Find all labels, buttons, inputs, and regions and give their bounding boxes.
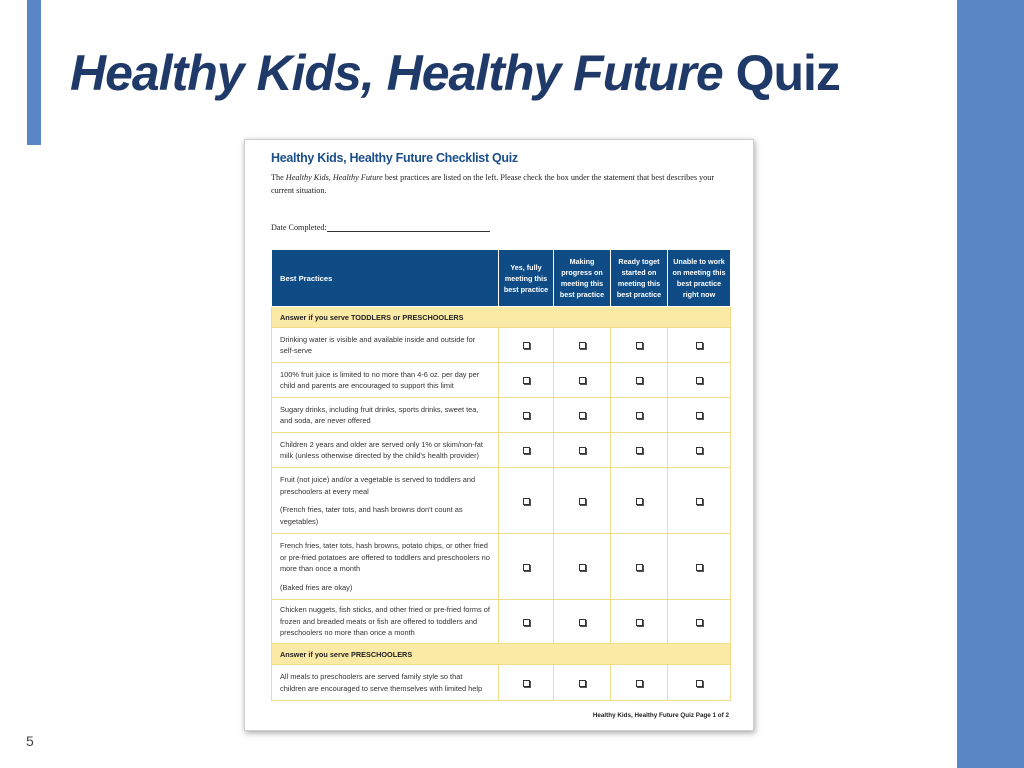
page-footer: Healthy Kids, Healthy Future Quiz Page 1 of 2 — [592, 712, 729, 719]
checkbox-cell — [611, 433, 668, 468]
answer-checkbox[interactable] — [579, 377, 586, 384]
date-completed-line — [271, 222, 490, 232]
checkbox-cell — [554, 665, 611, 701]
checkbox-cell — [668, 363, 731, 398]
answer-checkbox[interactable] — [523, 342, 530, 349]
checkbox-cell — [668, 600, 731, 644]
column-header: Best Practices — [272, 250, 499, 307]
answer-checkbox[interactable] — [636, 412, 643, 419]
answer-checkbox[interactable] — [696, 377, 703, 384]
practice-text: Fruit (not juice) and/or a vegetable is served to toddlers and preschoolers at every meal — [280, 475, 476, 496]
checkbox-cell — [611, 363, 668, 398]
checkbox-cell — [611, 665, 668, 701]
table-row — [272, 468, 731, 534]
practice-cell — [272, 534, 499, 600]
checkbox-cell — [668, 433, 731, 468]
answer-checkbox[interactable] — [696, 564, 703, 571]
table-header-row — [272, 250, 731, 307]
answer-checkbox[interactable] — [636, 498, 643, 505]
answer-checkbox[interactable] — [696, 498, 703, 505]
practice-cell — [272, 433, 499, 468]
slide-title-rest: Quiz — [735, 45, 840, 101]
section-label: Answer if you serve PRESCHOOLERS — [272, 644, 731, 665]
answer-checkbox[interactable] — [696, 680, 703, 687]
checkbox-cell — [499, 433, 554, 468]
intro-text-post: best practices are listed on the left. Please check the box under the statement that best describes your current situation. — [271, 173, 715, 195]
checkbox-cell — [499, 328, 554, 363]
practice-cell — [272, 665, 499, 701]
checkbox-cell — [554, 433, 611, 468]
answer-checkbox[interactable] — [696, 447, 703, 454]
table-row — [272, 398, 731, 433]
document-intro — [271, 171, 716, 197]
answer-checkbox[interactable] — [579, 564, 586, 571]
table-row — [272, 665, 731, 701]
checkbox-cell — [499, 363, 554, 398]
answer-checkbox[interactable] — [636, 680, 643, 687]
practice-cell — [272, 328, 499, 363]
checkbox-cell — [611, 600, 668, 644]
checkbox-cell — [499, 600, 554, 644]
answer-checkbox[interactable] — [523, 412, 530, 419]
checkbox-cell — [611, 328, 668, 363]
answer-checkbox[interactable] — [636, 564, 643, 571]
practice-cell — [272, 363, 499, 398]
answer-checkbox[interactable] — [579, 447, 586, 454]
checkbox-cell — [499, 468, 554, 534]
practice-note: (French fries, tater tots, and hash browns don't count as vegetables) — [280, 505, 463, 526]
answer-checkbox[interactable] — [523, 680, 530, 687]
date-completed-blank — [327, 222, 490, 232]
checkbox-cell — [554, 328, 611, 363]
column-header: Yes, fully meeting this best practice — [499, 250, 554, 307]
column-header: Unable to work on meeting this best practice right now — [668, 250, 731, 307]
checkbox-cell — [554, 534, 611, 600]
table-row — [272, 600, 731, 644]
table-row — [272, 433, 731, 468]
table-body — [272, 307, 731, 701]
column-header: Ready toget started on meeting this best practice — [611, 250, 668, 307]
checkbox-cell — [554, 468, 611, 534]
checkbox-cell — [554, 363, 611, 398]
checklist-document — [244, 139, 754, 731]
table-row — [272, 328, 731, 363]
checkbox-cell — [668, 534, 731, 600]
answer-checkbox[interactable] — [523, 498, 530, 505]
answer-checkbox[interactable] — [636, 447, 643, 454]
practice-text: French fries, tater tots, hash browns, potato chips, or other fried or pre-fried potatoes are offered to toddlers and preschoolers no more than once a month — [280, 541, 490, 573]
checkbox-cell — [611, 534, 668, 600]
checkbox-cell — [611, 468, 668, 534]
accent-bar-left — [27, 0, 41, 145]
answer-checkbox[interactable] — [636, 342, 643, 349]
accent-bar-right — [957, 0, 1024, 768]
checkbox-cell — [499, 398, 554, 433]
intro-text-pre: The — [271, 173, 286, 182]
checklist-table — [271, 249, 731, 701]
answer-checkbox[interactable] — [523, 619, 530, 626]
answer-checkbox[interactable] — [696, 342, 703, 349]
practice-text: All meals to preschoolers are served family style so that children are encouraged to serve themselves with limited help — [280, 672, 483, 693]
checkbox-cell — [499, 534, 554, 600]
practice-cell — [272, 468, 499, 534]
checkbox-cell — [668, 398, 731, 433]
checkbox-cell — [668, 468, 731, 534]
practice-text: 100% fruit juice is limited to no more than 4-6 oz. per day per child and parents are encouraged to support this limit — [280, 369, 480, 390]
answer-checkbox[interactable] — [636, 619, 643, 626]
practice-cell — [272, 398, 499, 433]
section-label: Answer if you serve TODDLERS or PRESCHOOLERS — [272, 307, 731, 328]
answer-checkbox[interactable] — [523, 447, 530, 454]
checkbox-cell — [554, 600, 611, 644]
answer-checkbox[interactable] — [523, 564, 530, 571]
date-completed-label: Date Completed: — [271, 223, 327, 232]
checkbox-cell — [611, 398, 668, 433]
checkbox-cell — [668, 328, 731, 363]
slide-title — [70, 44, 840, 102]
practice-text: Chicken nuggets, fish sticks, and other fried or pre-fried forms of frozen and breaded meats or fish are offered to toddlers and preschoolers no more than once a month — [280, 605, 490, 638]
intro-text-italic: Healthy Kids, Healthy Future — [285, 173, 383, 182]
table-row — [272, 363, 731, 398]
answer-checkbox[interactable] — [579, 498, 586, 505]
section-row — [272, 644, 731, 665]
answer-checkbox[interactable] — [636, 377, 643, 384]
checkbox-cell — [554, 398, 611, 433]
practice-text: Drinking water is visible and available inside and outside for self-serve — [280, 334, 476, 355]
document-title: Healthy Kids, Healthy Future Checklist Quiz — [271, 151, 518, 165]
table-row — [272, 534, 731, 600]
answer-checkbox[interactable] — [579, 619, 586, 626]
practice-note: (Baked fries are okay) — [280, 582, 353, 592]
answer-checkbox[interactable] — [579, 412, 586, 419]
answer-checkbox[interactable] — [696, 412, 703, 419]
slide-number: 5 — [26, 733, 34, 749]
answer-checkbox[interactable] — [579, 342, 586, 349]
section-row — [272, 307, 731, 328]
answer-checkbox[interactable] — [523, 377, 530, 384]
column-header: Making progress on meeting this best practice — [554, 250, 611, 307]
practice-cell — [272, 600, 499, 644]
checkbox-cell — [668, 665, 731, 701]
practice-text: Sugary drinks, including fruit drinks, sports drinks, sweet tea, and soda, are never offered — [280, 404, 479, 425]
checkbox-cell — [499, 665, 554, 701]
practice-text: Children 2 years and older are served only 1% or skim/non-fat milk (unless otherwise directed by the child's health provider) — [280, 439, 483, 460]
answer-checkbox[interactable] — [696, 619, 703, 626]
answer-checkbox[interactable] — [579, 680, 586, 687]
slide-title-italic: Healthy Kids, Healthy Future — [70, 45, 723, 101]
